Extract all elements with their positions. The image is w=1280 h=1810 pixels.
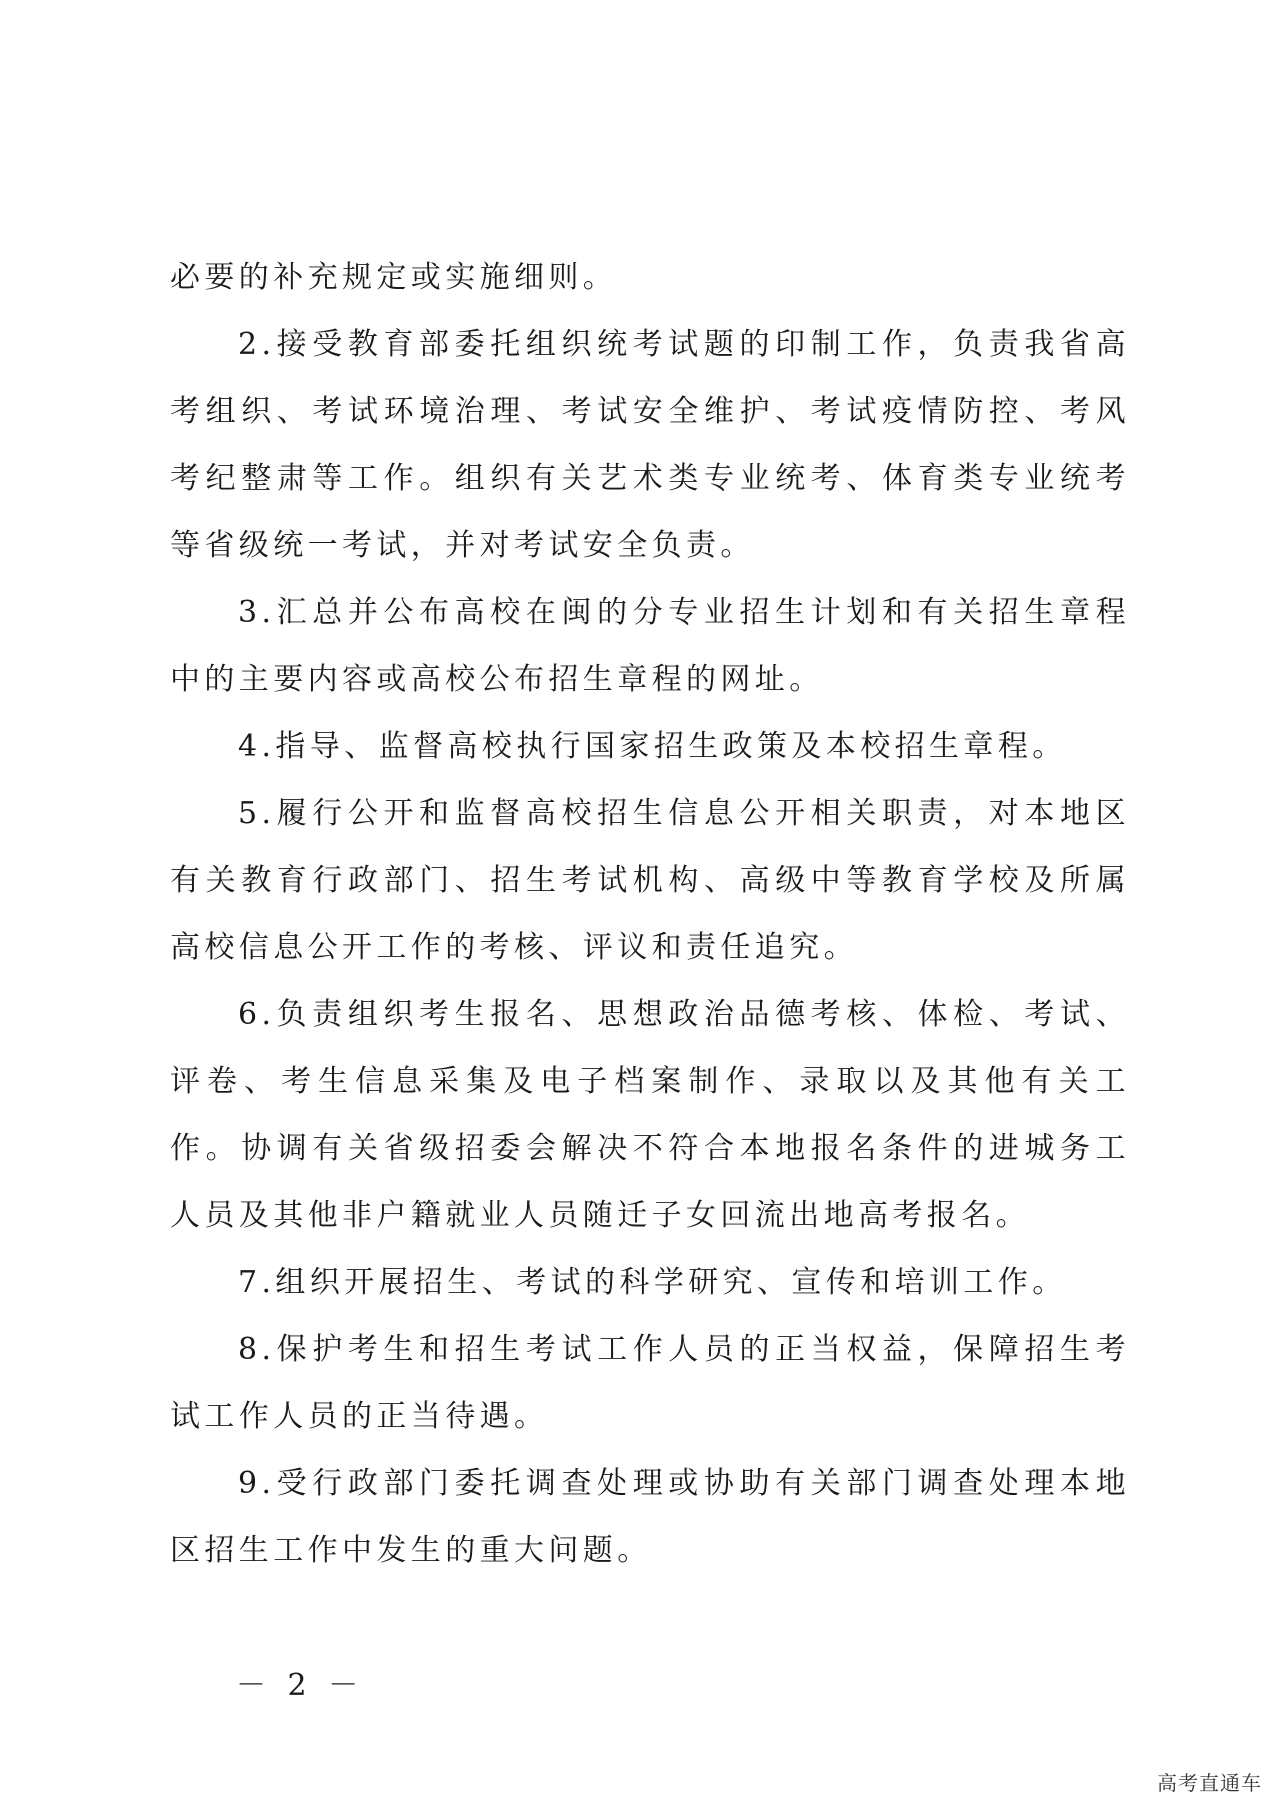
paragraph-item-9: 9.受行政部门委托调查处理或协助有关部门调查处理本地区招生工作中发生的重大问题。 bbox=[170, 1466, 1130, 1568]
paragraph-item-5: 5.履行公开和监督高校招生信息公开相关职责，对本地区有关教育行政部门、招生考试机构、高级中等教育学校及所属高校信息公开工作的考核、评议和责任追究。 bbox=[170, 796, 1130, 965]
paragraph-item-8: 8.保护考生和招生考试工作人员的正当权益，保障招生考试工作人员的正当待遇。 bbox=[170, 1332, 1130, 1434]
paragraph-item-2: 2.接受教育部委托组织统考试题的印制工作，负责我省高考组织、考试环境治理、考试安全维护、考试疫情防控、考风考纪整肃等工作。组织有关艺术类专业统考、体育类专业统考等省级统一考试，并对考试安全负责。 bbox=[170, 327, 1130, 563]
paragraph-continuation: 必要的补充规定或实施细则。 bbox=[170, 260, 618, 295]
page-number: － 2 － bbox=[236, 1668, 365, 1703]
paragraph-item-7: 7.组织开展招生、考试的科学研究、宣传和培训工作。 bbox=[238, 1265, 1067, 1300]
paragraph-item-3: 3.汇总并公布高校在闽的分专业招生计划和有关招生章程中的主要内容或高校公布招生章程的网址。 bbox=[170, 595, 1130, 697]
paragraph-item-6: 6.负责组织考生报名、思想政治品德考核、体检、考试、评卷、考生信息采集及电子档案制作、录取以及其他有关工作。协调有关省级招委会解决不符合本地报名条件的进城务工人员及其他非户籍就业人员随迁子女回流出地高考报名。 bbox=[170, 997, 1130, 1233]
document-body bbox=[170, 244, 1130, 1584]
watermark-text: 高考直通车 bbox=[1157, 1771, 1262, 1795]
paragraph-item-4: 4.指导、监督高校执行国家招生政策及本校招生章程。 bbox=[238, 729, 1067, 764]
